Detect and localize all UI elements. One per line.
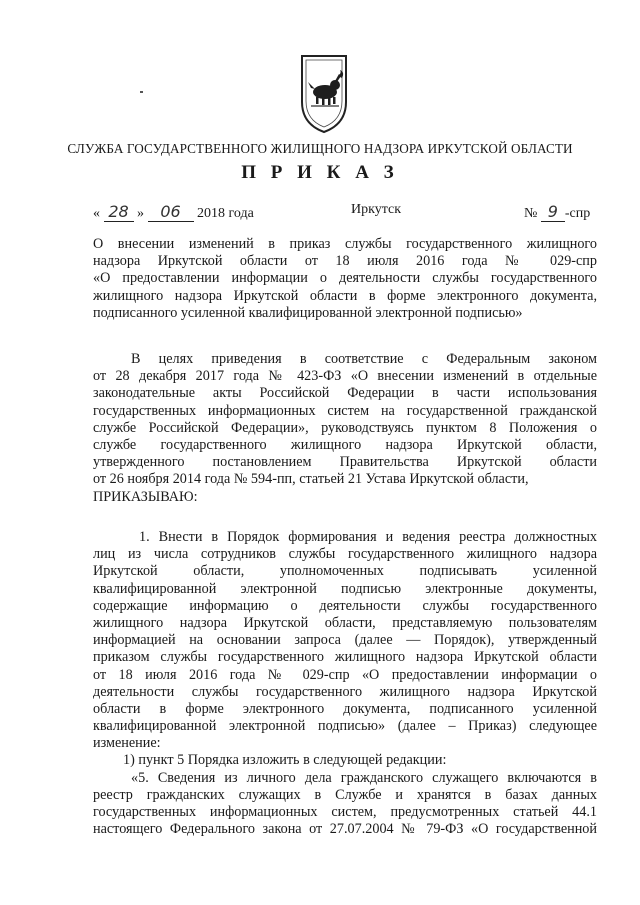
date-month: 06 [148, 202, 194, 222]
preamble-line: В целях приведения в соответствие с Федеральным законом [131, 351, 597, 367]
body-line: приказом службы государственного жилищного надзора Иркутской области [93, 649, 597, 666]
preamble-line: утвержденного постановлением Правительства Иркутской области [93, 454, 597, 471]
number-prefix: № [524, 206, 538, 221]
preamble-line: службе Российской Федерации», руководствуясь пунктом 8 Положения о [93, 419, 597, 436]
body-line: государственных информационных систем, предусмотренных статьей 44.1 [93, 804, 597, 820]
coat-of-arms-emblem [296, 52, 352, 134]
date-close-quote: » [137, 206, 144, 221]
body-line: области в форме электронного документа, подписанного усиленной [93, 700, 597, 717]
number-suffix: -спр [564, 206, 591, 221]
order-verb: ПРИКАЗЫВАЮ: [93, 488, 198, 505]
body-line: информацией на основании запроса (далее — Порядок), утвержденный [93, 632, 597, 649]
title-line: «О предоставлении информации о деятельности службы государственного [93, 270, 597, 287]
body-line: изменение: [93, 735, 161, 752]
body-line: содержащие информацию о деятельности службы государственного [93, 597, 597, 614]
body-line: жилищного надзора Иркутской области, представляемую пользователям [93, 614, 597, 631]
organization-name: СЛУЖБА ГОСУДАРСТВЕННОГО ЖИЛИЩНОГО НАДЗОРА ИРКУТСКОЙ ОБЛАСТИ [67, 141, 573, 156]
body-line: лиц из числа сотрудников службы государственного жилищного надзора [93, 546, 597, 563]
body-line: Иркутской области, уполномоченных подписывать усиленной [93, 563, 597, 580]
body-line: 1. Внести в Порядок формирования и ведения реестра должностных [139, 529, 597, 545]
date-open-quote: « [93, 206, 100, 221]
order-title [93, 236, 597, 322]
body-line: деятельности службы государственного жилищного надзора Иркутской [93, 683, 597, 700]
order-city: Иркутск [351, 202, 402, 217]
document-type-heading: П Р И К А З [241, 162, 399, 183]
preamble [93, 351, 597, 506]
order-number [524, 202, 590, 222]
preamble-line: от 26 ноября 2014 года № 594-пп, статьей 21 Устава Иркутской области, [93, 471, 529, 488]
number-value: 9 [541, 202, 565, 222]
body-line: «5. Сведения из личного дела гражданского служащего включаются в [131, 769, 597, 786]
title-line: жилищного надзора Иркутской области в форме электронного документа, [93, 287, 597, 304]
body-line: реестр гражданских служащих в Службе и хранятся в базах данных [93, 786, 597, 803]
preamble-line: законодательные акты Российской Федерации в части использования [93, 385, 597, 402]
date-day: 28 [104, 202, 134, 222]
preamble-line: государственных информационных систем на государственной гражданской [93, 402, 597, 419]
title-line: О внесении изменений в приказ службы государственного жилищного [93, 236, 597, 252]
scan-speck [140, 91, 143, 93]
body-line: квалифицированной электронной подписью» (далее – Приказ) следующее [93, 718, 597, 735]
body-line: квалифицированной электронной подписью электронные документы, [93, 580, 597, 597]
preamble-line: от 28 декабря 2017 года № 423-ФЗ «О внесении изменений в отдельные [93, 368, 597, 385]
title-line: надзора Иркутской области от 18 июля 2016 года № 029-спр [93, 253, 597, 270]
body-line: 1) пункт 5 Порядка изложить в следующей редакции: [123, 752, 447, 769]
order-body [93, 529, 597, 838]
preamble-line: службе государственного жилищного надзора Иркутской области, [93, 436, 597, 453]
title-line: подписанного усиленной квалифицированной электронной подписью» [93, 304, 523, 321]
order-date [93, 202, 254, 222]
body-line: от 18 июля 2016 года № 029-спр «О предоставлении информации о [93, 666, 597, 683]
body-line: настоящего Федерального закона от 27.07.2004 № 79-ФЗ «О государственной [93, 821, 597, 838]
date-year: 2018 года [197, 206, 254, 221]
